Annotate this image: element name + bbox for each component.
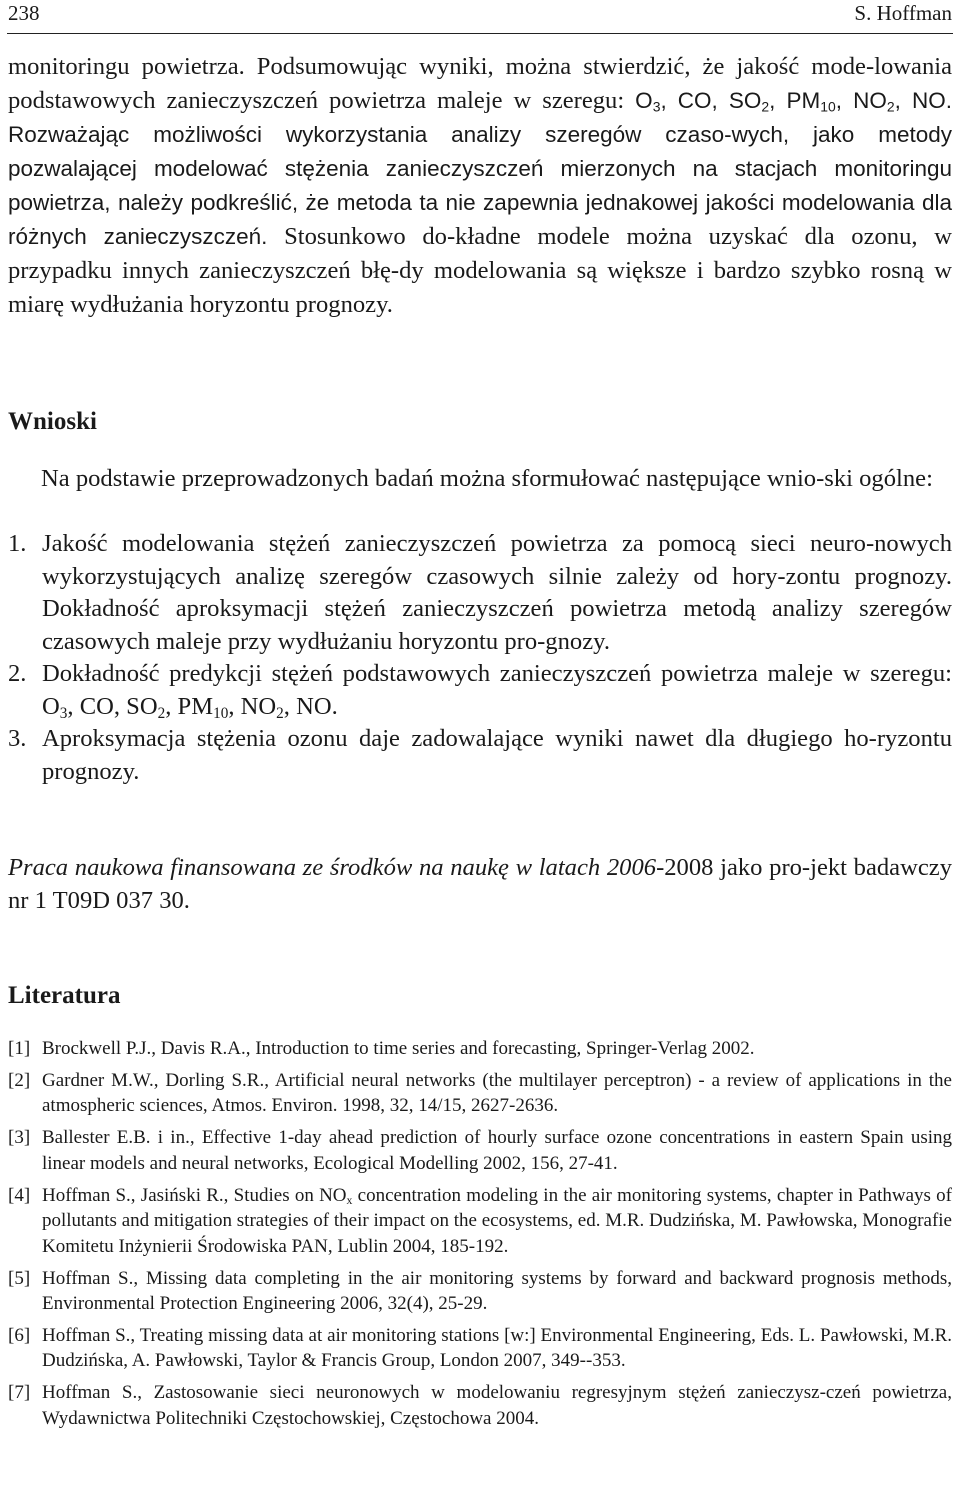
references-list bbox=[8, 1036, 952, 1438]
summary-part-2: Rozważając możliwości wykorzystania analizy szeregów czaso-wych, jako metody pozwalającej modelować stężenia zanieczyszczeń mierzonych na stacjach monitoringu powietrza, należy podkreślić, że metoda ta nie zapewnia jednakowej jakości modelowania dla różnych zanieczyszczeń. bbox=[8, 122, 952, 249]
reference-item: [5] Hoffman S., Missing data completing in the air monitoring systems by forward and backward prognosis methods, Environmental Protection Engineering 2006, 32(4), 25-29. bbox=[8, 1267, 952, 1315]
summary-part-1: monitoringu powietrza. Podsumowując wyniki, można stwierdzić, że jakość mode-lowania podstawowych zanieczyszczeń powietrza maleje w szeregu: bbox=[8, 53, 952, 114]
reference-item: [3] Ballester E.B. i in., Effective 1-day ahead prediction of hourly surface ozone concentrations in eastern Spain using linear models and neural networks, Ecological Modelling 2002, 156, 27-41. bbox=[8, 1127, 952, 1174]
running-author: S. Hoffman bbox=[854, 1, 952, 25]
page-header bbox=[8, 0, 952, 34]
conclusions-list bbox=[8, 528, 952, 788]
reference-item: [2] Gardner M.W., Dorling S.R., Artificial neural networks (the multilayer perceptron) - a review of applications in the atmospheric sciences, Atmos. Environ. 1998, 32, 14/15, 2627-2636. bbox=[8, 1070, 952, 1117]
conclusion-item: 2. Dokładność predykcji stężeń podstawowych zanieczyszczeń powietrza maleje w szeregu: $O_3$, CO, $SO_2$, $PM_{10}$, $NO_2$, NO. bbox=[8, 660, 952, 722]
funding-rest: -2008 jako pro-jekt badawczy nr 1 T09D 037 30. bbox=[8, 854, 952, 914]
funding-note bbox=[8, 852, 952, 917]
conclusions-intro: Na podstawie przeprowadzonych badań można sformułować następujące wnio-ski ogólne: bbox=[41, 465, 933, 492]
summary-paragraph bbox=[8, 50, 952, 322]
conclusions-heading: Wnioski bbox=[8, 408, 97, 435]
reference-item: [7] Hoffman S., Zastosowanie sieci neuronowych w modelowaniu regresyjnym stężeń zanieczysz-czeń powietrza, Wydawnictwa Politechniki Częstochowskiej, Częstochowa 2004. bbox=[8, 1382, 952, 1429]
page-number: 238 bbox=[8, 1, 40, 25]
header-rule bbox=[7, 33, 953, 34]
series-formula: $O_3$, CO, $SO_2$, $PM_{10}$, $NO_2$, NO. bbox=[635, 88, 952, 115]
funding-italic: Praca naukowa finansowana ze środków na naukę w latach 2006 bbox=[8, 854, 657, 881]
conclusion-item: 1. Jakość modelowania stężeń zanieczyszczeń powietrza za pomocą sieci neuro-nowych wykorzystujących analizę szeregów czasowych silnie zależy od hory-zontu prognozy. Dokładność aproksymacji stężeń zanieczyszczeń powietrza metodą analizy szeregów czasowych maleje przy wydłużaniu horyzontu pro-gnozy. bbox=[8, 530, 952, 655]
summary-part-3: Stosunkowo do-kładne modele można uzyskać dla ozonu, w przypadku innych zanieczyszczeń błę-dy modelowania są większe i bardzo szybko rosną w miarę wydłużania horyzontu prognozy. bbox=[8, 223, 952, 318]
reference-item: [1] Brockwell P.J., Davis R.A., Introduction to time series and forecasting, Springer-Verlag 2002. bbox=[8, 1038, 755, 1059]
reference-item: [4] Hoffman S., Jasiński R., Studies on $NO_x$ concentration modeling in the air monitoring systems, chapter in Pathways of pollutants and mitigation strategies of their impact on the ecosystems, ed. M.R. Dudzińska, M. Pawłowska, Monografie Komitetu Inżynierii Środowiska PAN, Lublin 2004, 185-192. bbox=[8, 1184, 952, 1257]
conclusion-item: 3. Aproksymacja stężenia ozonu daje zadowalające wyniki nawet dla długiego ho-ryzontu prognozy. bbox=[8, 725, 952, 785]
references-heading: Literatura bbox=[8, 982, 121, 1009]
reference-item: [6] Hoffman S., Treating missing data at air monitoring stations [w:] Environmental Engineering, Eds. L. Pawłowski, M.R. Dudzińska, A. Pawłowski, Taylor & Francis Group, London 2007, 349--353. bbox=[8, 1325, 952, 1372]
